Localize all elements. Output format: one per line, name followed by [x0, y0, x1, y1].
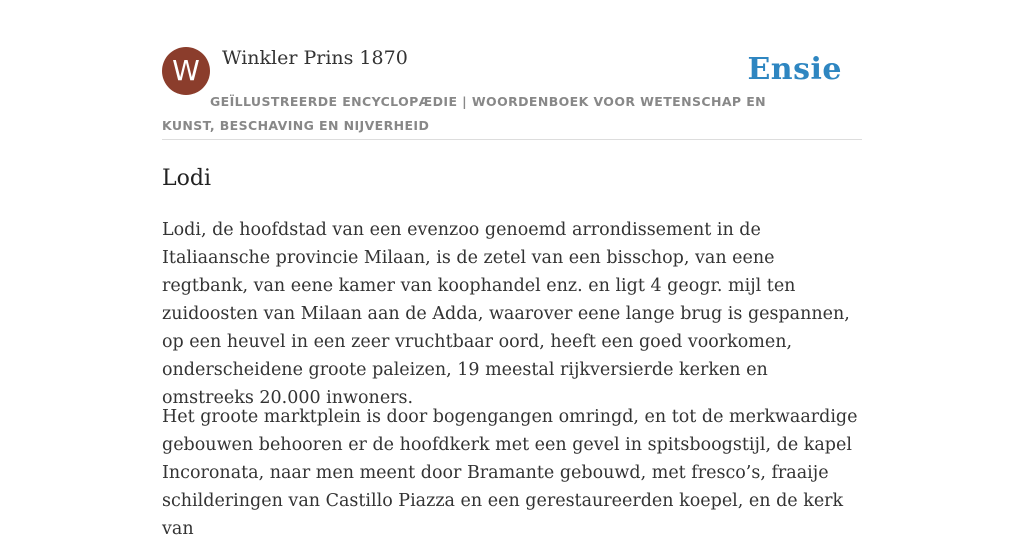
source-subtitle: GEÏLLUSTREERDE ENCYCLOPÆDIE | WOORDENBOEK VOOR WETENSCHAP EN KUNST, BESCHAVING EN NIJVERHEID	[162, 94, 767, 133]
avatar[interactable]: W	[162, 47, 210, 95]
article-title: Lodi	[162, 166, 211, 191]
source-title[interactable]: Winkler Prins 1870	[222, 47, 408, 69]
header	[162, 46, 862, 140]
article-paragraph: Het groote marktplein is door bogengangen omringd, en tot de merkwaardige gebouwen behooren er de hoofdkerk met een gevel in spitsboogstijl, de kapel Incoronata, naar men meent door Bramante gebouwd, met fresco’s, fraaije schilderingen van Castillo Piazza en een gerestaureerden koepel, en de kerk van	[162, 407, 858, 539]
ensie-logo[interactable]: Ensie	[747, 52, 842, 87]
article-paragraph: Lodi, de hoofdstad van een evenzoo genoemd arrondissement in de Italiaansche provincie Milaan, is de zetel van een bisschop, van eene regtbank, van eene kamer van koophandel enz. en ligt 4 geogr. mijl ten zuidoosten van Milaan aan de Adda, waarover eene lange brug is gespannen, op een heuvel in een zeer vruchtbaar oord, heeft een goed voorkomen, onderscheidene groote paleizen, 19 meestal rijkversierde kerken en omstreeks 20.000 inwoners.	[162, 220, 850, 408]
